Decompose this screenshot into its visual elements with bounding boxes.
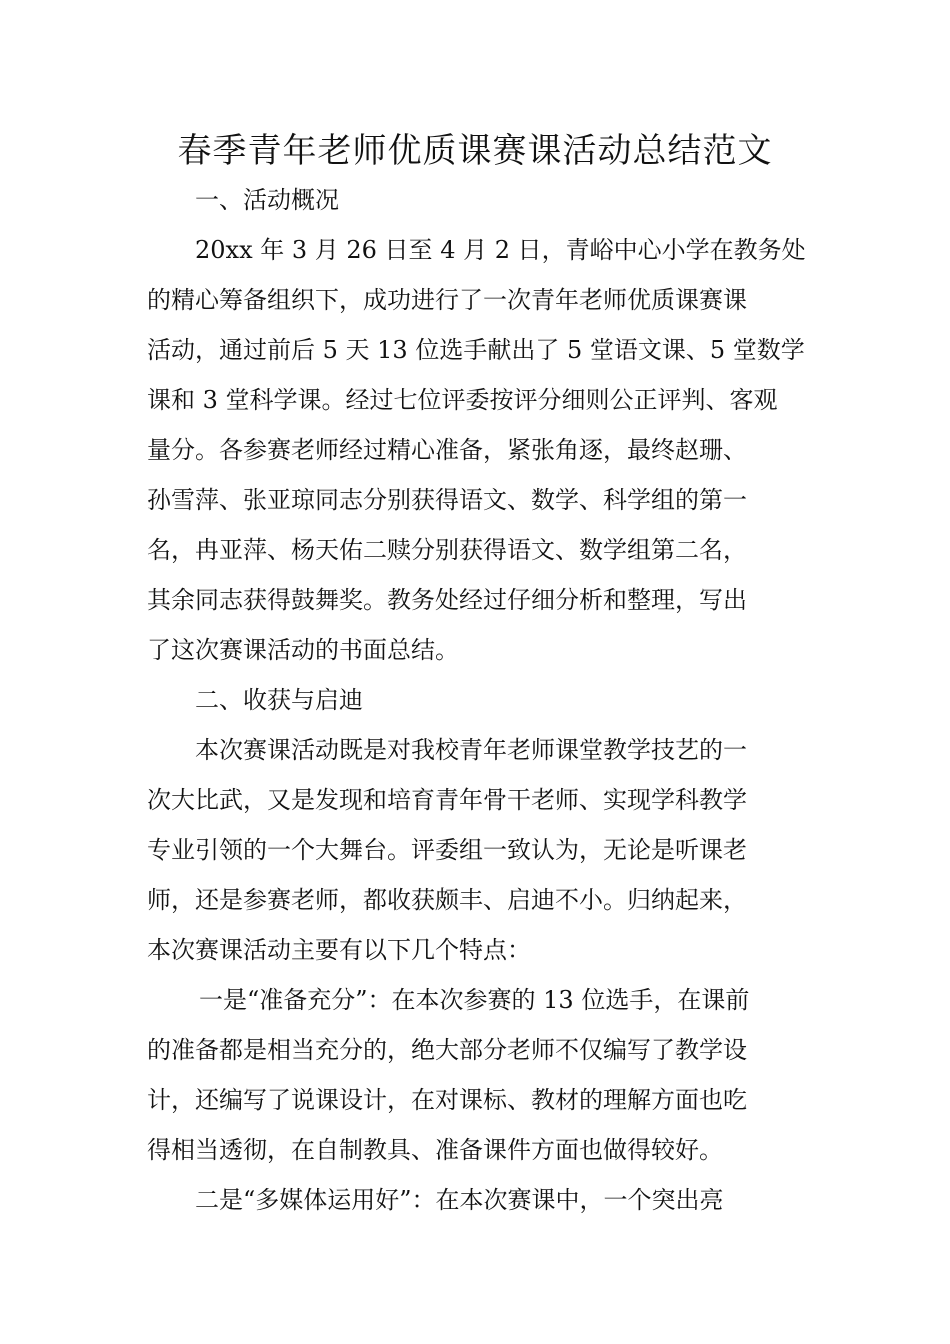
- paragraph-line: 本次赛课活动主要有以下几个特点：: [147, 936, 531, 964]
- paragraph-line: 课和 3 堂科学课。经过七位评委按评分细则公正评判、客观: [147, 386, 778, 414]
- paragraph-line: 计，还编写了说课设计，在对课标、教材的理解方面也吃: [147, 1086, 747, 1114]
- paragraph-line: 活动，通过前后 5 天 13 位选手献出了 5 堂语文课、5 堂数学: [147, 336, 805, 364]
- paragraph-line: 其余同志获得鼓舞奖。教务处经过仔细分析和整理，写出: [147, 586, 747, 614]
- paragraph-line: 得相当透彻，在自制教具、准备课件方面也做得较好。: [147, 1136, 723, 1164]
- paragraph-line: 本次赛课活动既是对我校青年老师课堂教学技艺的一: [195, 736, 747, 764]
- paragraph-line: 一是“准备充分”：在本次参赛的 13 位选手，在课前: [199, 986, 750, 1014]
- paragraph-line: 的准备都是相当充分的，绝大部分老师不仅编写了教学设: [147, 1036, 747, 1064]
- paragraph-line: 了这次赛课活动的书面总结。: [147, 636, 459, 664]
- section-heading-overview: 一、活动概况: [195, 186, 339, 214]
- paragraph-line: 孙雪萍、张亚琼同志分别获得语文、数学、科学组的第一: [147, 486, 747, 514]
- paragraph-line: 二是“多媒体运用好”：在本次赛课中，一个突出亮: [195, 1186, 724, 1214]
- paragraph-line: 的精心筹备组织下，成功进行了一次青年老师优质课赛课: [147, 286, 747, 314]
- paragraph-line: 名，冉亚萍、杨天佑二赎分别获得语文、数学组第二名，: [147, 536, 747, 564]
- document-title: 春季青年老师优质课赛课活动总结范文: [177, 131, 773, 171]
- paragraph-line: 师，还是参赛老师，都收获颇丰、启迪不小。归纳起来，: [147, 886, 747, 914]
- paragraph-line: 专业引领的一个大舞台。评委组一致认为，无论是听课老: [147, 836, 747, 864]
- section-heading-gains: 二、收获与启迪: [195, 686, 363, 714]
- paragraph-line: 量分。各参赛老师经过精心准备，紧张角逐，最终赵珊、: [147, 436, 747, 464]
- paragraph-line: 20xx 年 3 月 26 日至 4 月 2 日，青峪中心小学在教务处: [195, 236, 806, 264]
- paragraph-line: 次大比武，又是发现和培育青年骨干老师、实现学科教学: [147, 786, 747, 814]
